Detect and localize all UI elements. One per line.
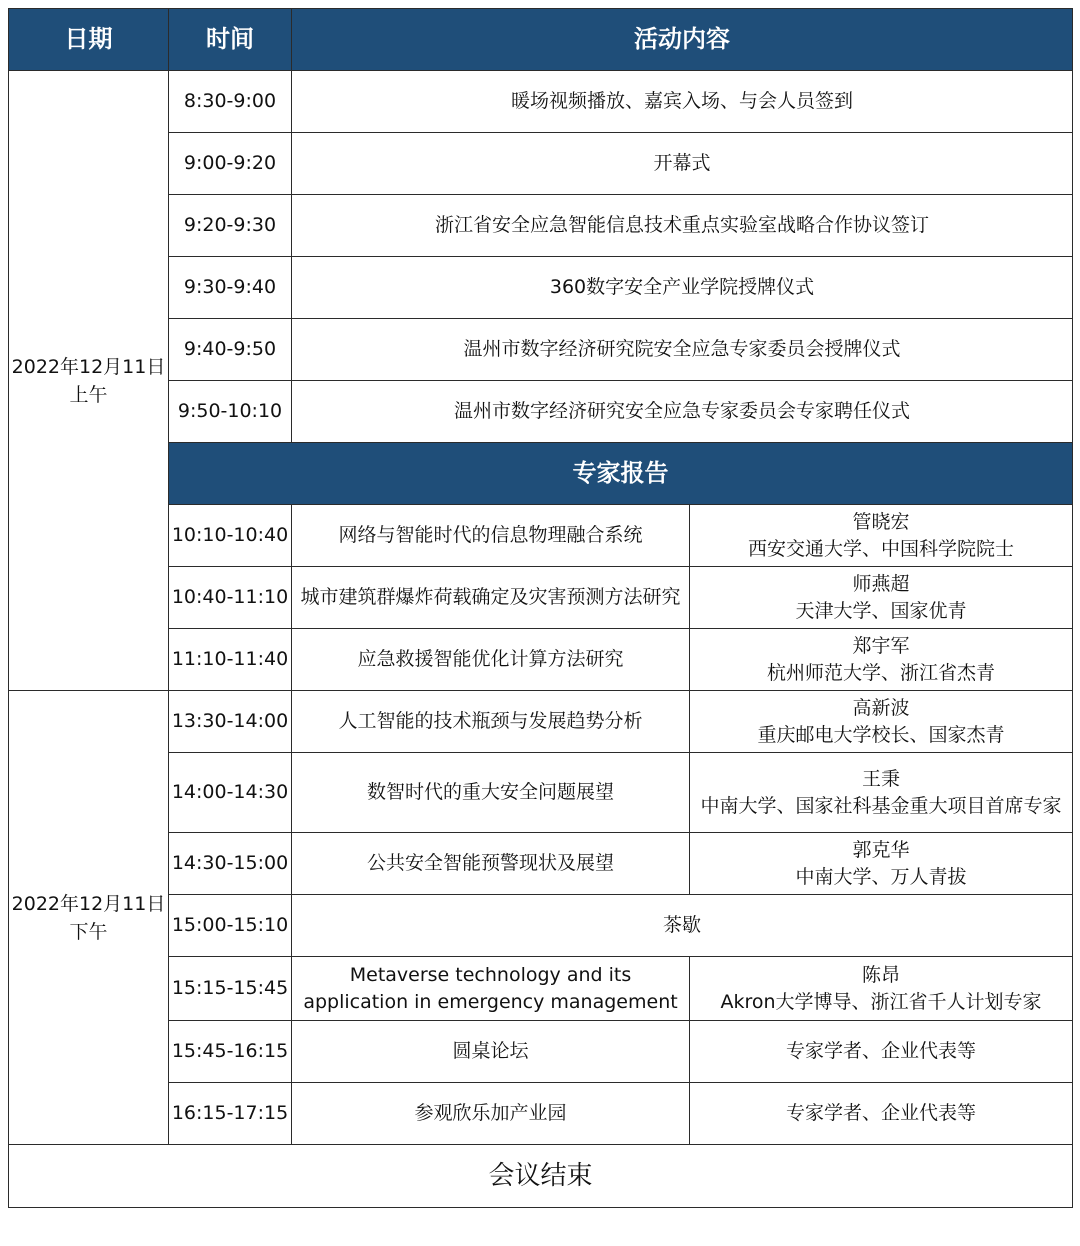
period-text: 上午 [69,383,108,406]
table-row [9,381,1073,443]
time-cell: 9:50-10:10 [169,381,292,443]
table-row [9,567,1073,629]
speaker-affiliation: 西安交通大学、中国科学院院士 [747,537,1014,560]
table-row [9,833,1073,895]
speaker-name: 师燕超 [852,572,910,595]
speaker-affiliation: 重庆邮电大学校长、国家杰青 [757,723,1005,746]
speaker-cell [690,753,1073,833]
time-cell: 9:30-9:40 [169,257,292,319]
participants-cell: 专家学者、企业代表等 [690,1021,1073,1083]
time-cell: 10:10-10:40 [169,505,292,567]
date-cell-afternoon [9,691,169,1145]
time-cell: 15:45-16:15 [169,1021,292,1083]
closing-cell: 会议结束 [9,1145,1073,1208]
table-row [9,133,1073,195]
header-content: 活动内容 [292,9,1073,71]
topic-line: application in emergency management [303,990,678,1013]
topic-cell: 人工智能的技术瓶颈与发展趋势分析 [292,691,690,753]
time-cell: 11:10-11:40 [169,629,292,691]
time-cell: 13:30-14:00 [169,691,292,753]
header-date: 日期 [9,9,169,71]
topic-cell: 应急救援智能优化计算方法研究 [292,629,690,691]
speaker-affiliation: 杭州师范大学、浙江省杰青 [766,661,995,684]
time-cell: 9:00-9:20 [169,133,292,195]
section-row [9,443,1073,505]
speaker-name: 郭克华 [852,838,910,861]
period-text: 下午 [69,920,108,943]
activity-cell: 暖场视频播放、嘉宾入场、与会人员签到 [292,71,1073,133]
speaker-name: 陈昂 [861,963,900,986]
topic-line: Metaverse technology and its [349,963,632,986]
speaker-name: 王秉 [861,767,900,790]
speaker-cell [690,691,1073,753]
table-row [9,71,1073,133]
speaker-cell [690,505,1073,567]
activity-cell: 开幕式 [292,133,1073,195]
table-row [9,1083,1073,1145]
time-cell: 9:20-9:30 [169,195,292,257]
speaker-name: 管晓宏 [852,510,910,533]
table-row [9,753,1073,833]
table-row [9,957,1073,1021]
speaker-name: 高新波 [852,696,910,719]
table-row [9,629,1073,691]
table-row [9,505,1073,567]
closing-row [9,1145,1073,1208]
activity-cell: 浙江省安全应急智能信息技术重点实验室战略合作协议签订 [292,195,1073,257]
time-cell: 10:40-11:10 [169,567,292,629]
speaker-affiliation: 中南大学、国家社科基金重大项目首席专家 [700,794,1062,817]
table-row [9,1021,1073,1083]
table-row [9,319,1073,381]
time-cell: 9:40-9:50 [169,319,292,381]
activity-cell: 茶歇 [292,895,1073,957]
time-cell: 16:15-17:15 [169,1083,292,1145]
topic-cell: 城市建筑群爆炸荷载确定及灾害预测方法研究 [292,567,690,629]
time-cell: 15:15-15:45 [169,957,292,1021]
table-row [9,895,1073,957]
speaker-cell [690,567,1073,629]
topic-cell: 数智时代的重大安全问题展望 [292,753,690,833]
activity-cell: 360数字安全产业学院授牌仪式 [292,257,1073,319]
speaker-cell [690,629,1073,691]
speaker-cell [690,957,1073,1021]
section-title: 专家报告 [169,443,1073,505]
table-row [9,691,1073,753]
time-cell: 14:30-15:00 [169,833,292,895]
speaker-affiliation: 中南大学、万人青拔 [795,865,967,888]
activity-cell: 温州市数字经济研究院安全应急专家委员会授牌仪式 [292,319,1073,381]
speaker-cell [690,833,1073,895]
date-text: 2022年12月11日 [11,892,166,915]
header-row [9,9,1073,71]
topic-cell: 网络与智能时代的信息物理融合系统 [292,505,690,567]
participants-cell: 专家学者、企业代表等 [690,1083,1073,1145]
topic-cell: 公共安全智能预警现状及展望 [292,833,690,895]
topic-cell [292,957,690,1021]
speaker-name: 郑宇军 [852,634,910,657]
table-row [9,257,1073,319]
time-cell: 8:30-9:00 [169,71,292,133]
time-cell: 15:00-15:10 [169,895,292,957]
topic-cell: 圆桌论坛 [292,1021,690,1083]
activity-cell: 温州市数字经济研究安全应急专家委员会专家聘任仪式 [292,381,1073,443]
date-cell-morning [9,71,169,691]
date-text: 2022年12月11日 [11,355,166,378]
topic-cell: 参观欣乐加产业园 [292,1083,690,1145]
header-time: 时间 [169,9,292,71]
schedule-table [8,8,1073,1208]
speaker-affiliation: 天津大学、国家优青 [795,599,967,622]
table-row [9,195,1073,257]
speaker-affiliation: Akron大学博导、浙江省千人计划专家 [720,990,1042,1013]
schedule-wrapper [8,8,1073,1208]
time-cell: 14:00-14:30 [169,753,292,833]
